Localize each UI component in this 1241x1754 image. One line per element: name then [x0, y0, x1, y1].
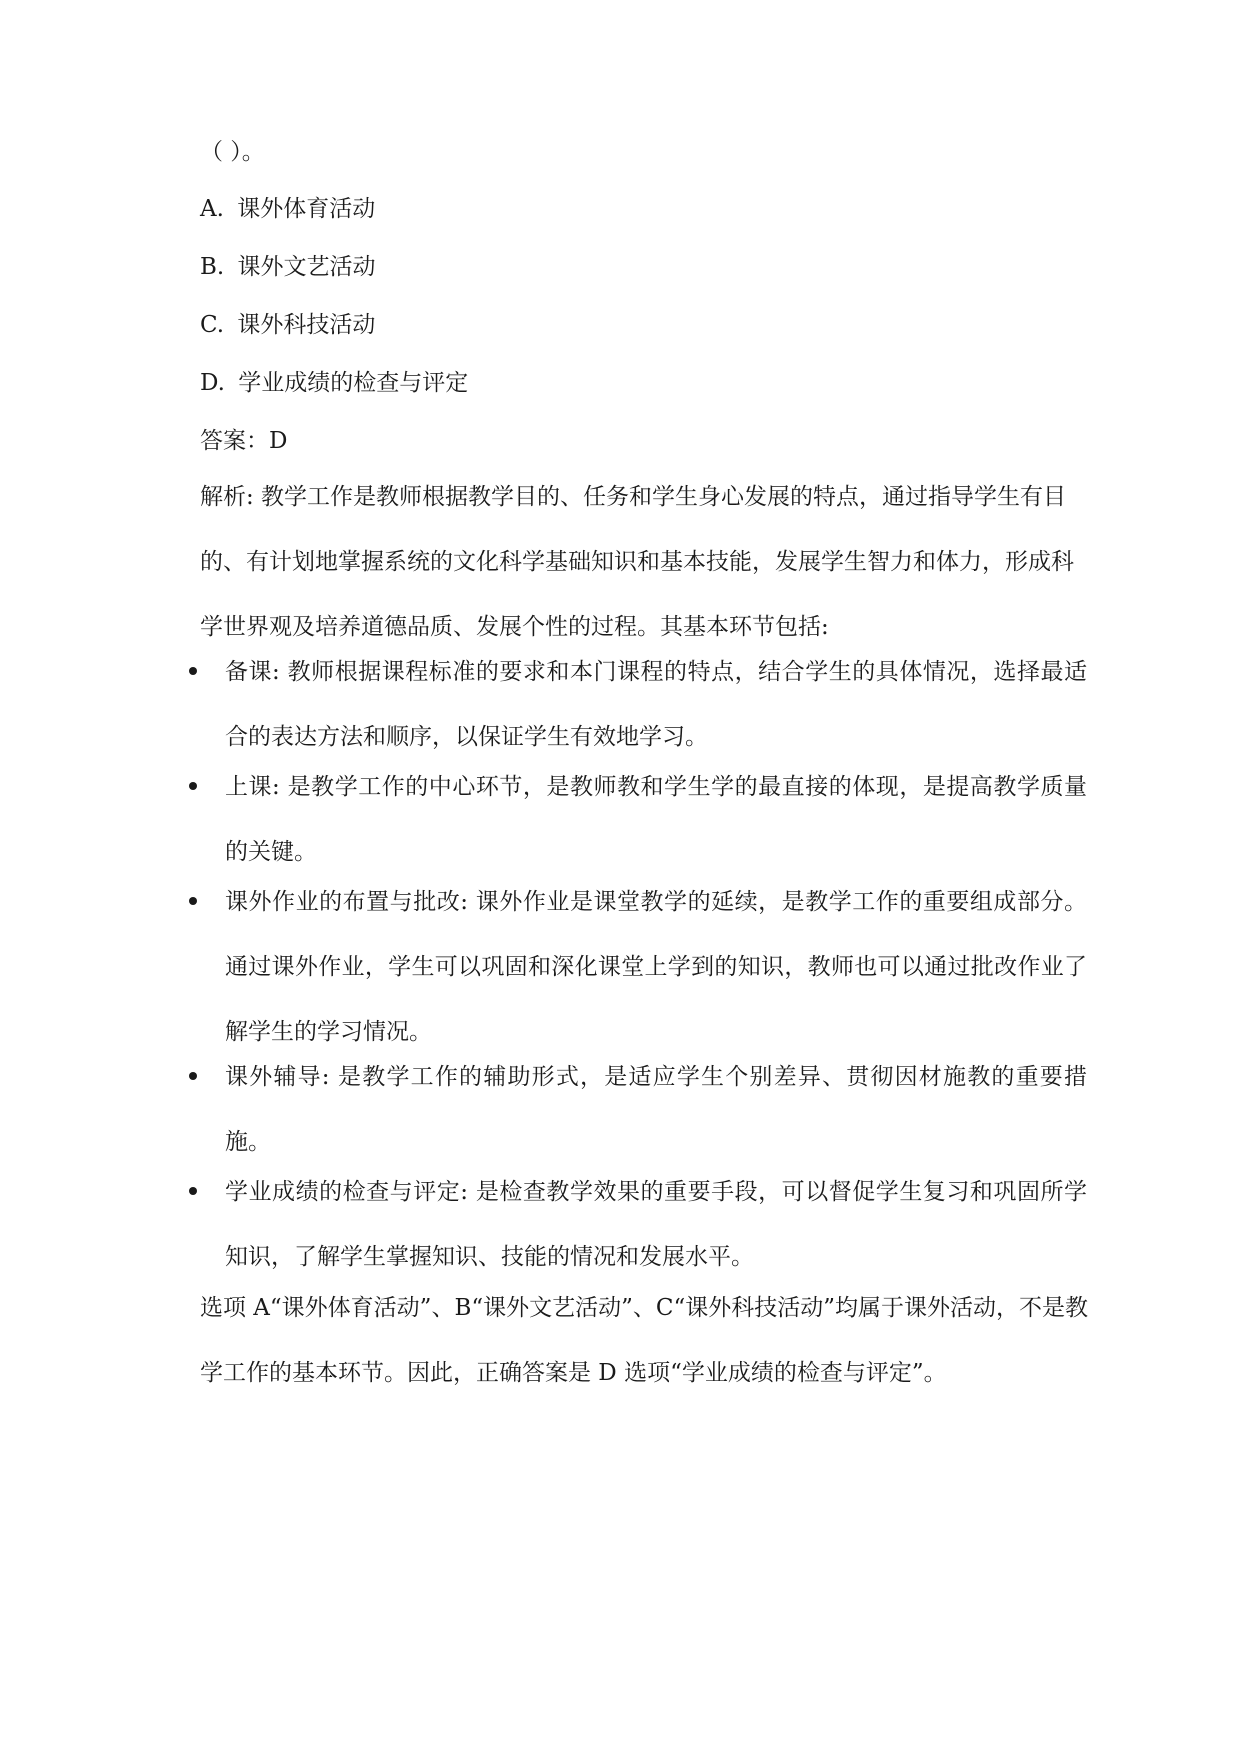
- option-letter: D.: [200, 370, 225, 396]
- option-c: [200, 310, 375, 340]
- bullet-text: 上课: 是教学工作的中心环节，是教师教和学生学的最直接的体现，是提高教学质量的关键。: [225, 774, 1087, 865]
- bullet-dot-icon: [189, 1072, 197, 1080]
- bullet-text: 课外作业的布置与批改: 课外作业是课堂教学的延续，是教学工作的重要组成部分。通过课外作业，学生可以巩固和深化课堂上学到的知识，教师也可以通过批改作业了解学生的学习情况。: [225, 889, 1087, 1045]
- answer-line: 答案：D: [200, 428, 288, 454]
- bullet-dot-icon: [189, 667, 197, 675]
- bullet-dot-icon: [189, 897, 197, 905]
- option-text: 课外体育活动: [237, 196, 376, 222]
- option-letter: C.: [200, 312, 225, 338]
- analysis-conclusion: 选项 A“课外体育活动”、B“课外文艺活动”、C“课外科技活动”均属于课外活动，不是教学工作的基本环节。因此，正确答案是 D 选项“学业成绩的检查与评定”。: [200, 1295, 1088, 1386]
- option-text: 学业成绩的检查与评定: [238, 370, 469, 396]
- option-text: 课外科技活动: [237, 312, 376, 338]
- question-tail: （ ）。: [200, 139, 265, 165]
- option-b: [200, 252, 376, 282]
- option-text: 课外文艺活动: [237, 254, 376, 280]
- bullet-text: 学业成绩的检查与评定: 是检查教学效果的重要手段，可以督促学生复习和巩固所学知识，了解学生掌握知识、技能的情况和发展水平。: [225, 1179, 1087, 1270]
- bullet-text: 课外辅导: 是教学工作的辅助形式，是适应学生个别差异、贯彻因材施教的重要措施。: [225, 1064, 1087, 1155]
- option-a: [200, 194, 375, 224]
- bullet-text: 备课: 教师根据课程标准的要求和本门课程的特点，结合学生的具体情况，选择最适合的表达方法和顺序，以保证学生有效地学习。: [225, 659, 1087, 750]
- option-d: [200, 368, 468, 398]
- bullet-dot-icon: [189, 782, 197, 790]
- option-letter: A.: [200, 196, 224, 222]
- analysis-intro: 解析: 教学工作是教师根据教学目的、任务和学生身心发展的特点，通过指导学生有目的、有计划地掌握系统的文化科学基础知识和基本技能，发展学生智力和体力，形成科学世界观及培养道德品质、发展个性的过程。其基本环节包括:: [200, 484, 1074, 640]
- option-letter: B.: [200, 254, 225, 280]
- bullet-dot-icon: [189, 1187, 197, 1195]
